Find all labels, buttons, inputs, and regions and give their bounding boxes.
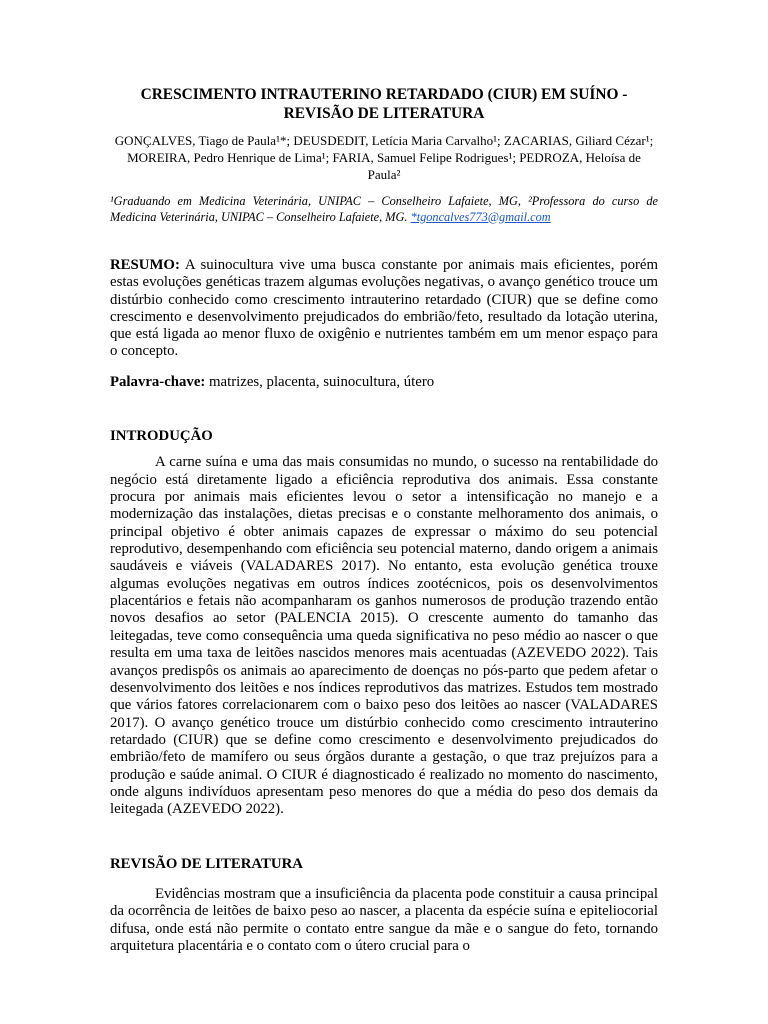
authors-line-2: MOREIRA, Pedro Henrique de Lima¹; FARIA, Samuel Felipe Rodrigues¹; PEDROZA, Heloísa de Paula² [127,150,641,182]
affiliation-note [110,194,658,225]
authors-line-1: GONÇALVES, Tiago de Paula¹*; DEUSDEDIT, Letícia Maria Carvalho¹; ZACARIAS, Giliard Cézar¹; [114,133,654,148]
affiliation-text: ¹Graduando em Medicina Veterinária, UNIPAC – Conselheiro Lafaiete, MG, ²Professora do curso de Medicina Veterinária, UNIPAC – Conselheiro Lafaiete, MG. [110,194,658,224]
abstract [110,257,658,361]
section-heading-literature-review: REVISÃO DE LITERATURA [110,855,303,872]
author-list [110,132,658,183]
paper-title [110,85,658,123]
abstract-text: A suinocultura vive uma busca constante por animais mais eficientes, porém estas evoluções genéticas trazem algumas evoluções negativas, o avanço genético trouce um distúrbio conhecido como crescimento intrauterino retardado (CIUR) que se define como crescimento e desenvolvimento prejudicados do embrião/feto, resultado da lotação uterina, que está ligada ao menor fluxo de oxigênio e nutrientes também em um menor espaço para o concepto. [110,257,658,360]
section-heading-introduction: INTRODUÇÃO [110,428,213,445]
keywords [110,374,658,391]
title-line-1: CRESCIMENTO INTRAUTERINO RETARDADO (CIUR) EM SUÍNO - [140,86,628,103]
literature-review-paragraph: Evidências mostram que a insuficiência da placenta pode constituir a causa principal da ocorrência de leitões de baixo peso ao nascer, a placenta da espécie suína e epiteliocorial difusa, onde está não permite o contato entre sangue da mãe e o sangue do feto, tornando arquitetura placentária e o contato com o útero crucial para o [110,885,658,954]
keywords-text: matrizes, placenta, suinocultura, útero [205,373,435,390]
email-link[interactable]: *tgoncalves773@gmail.com [410,209,551,224]
title-line-2: REVISÃO DE LITERATURA [283,105,485,122]
paper-body [110,85,658,970]
abstract-label: RESUMO: [110,257,180,273]
keywords-label: Palavra-chave: [110,373,206,390]
introduction-paragraph: A carne suína e uma das mais consumidas no mundo, o sucesso na rentabilidade do negócio está diretamente ligado a eficiência reprodutiva dos animais. Essa constante procura por animais mais eficientes levou o setor a intensificação no manejo e a modernização das instalações, dietas precisas e o constante melhoramento dos animais, o principal objetivo é obter animais capazes de expressar o máximo do seu potencial reprodutivo, desempenhando com eficiência seu potencial materno, dando origem a animais saudáveis e viáveis (VALADARES 2017). No entanto, esta evolução genética trouxe algumas evoluções negativas em outros índices zootécnicos, pois os desenvolvimentos placentários e fetais não acompanharam os ganhos numerosos de produção trazendo então novos desafios ao setor (PALENCIA 2015). O crescente aumento do tamanho das leitegadas, teve como consequência uma queda significativa no peso médio ao nascer o que resulta em uma taxa de leitões nascidos menores mais acentuadas (AZEVEDO 2022). Tais avanços predispôs os animais ao aparecimento de doenças no pós-parto que pedem afetar o desenvolvimento dos leitões e nos índices reprodutivos das matrizes. Estudos tem mostrado que vários fatores correlacionarem com o baixo peso dos leitões ao nascer (VALADARES 2017). O avanço genético trouce um distúrbio conhecido como crescimento intrauterino retardado (CIUR) que se define como crescimento e desenvolvimento prejudicados do embrião/feto de mamífero ou seus órgãos durante a gestação, o que traz prejuízos para a produção e saúde animal. O CIUR é diagnosticado é realizado no momento do nascimento, onde alguns indivíduos apresentam peso menores do que a média do peso dos demais da leitegada (AZEVEDO 2022). [110,454,658,818]
